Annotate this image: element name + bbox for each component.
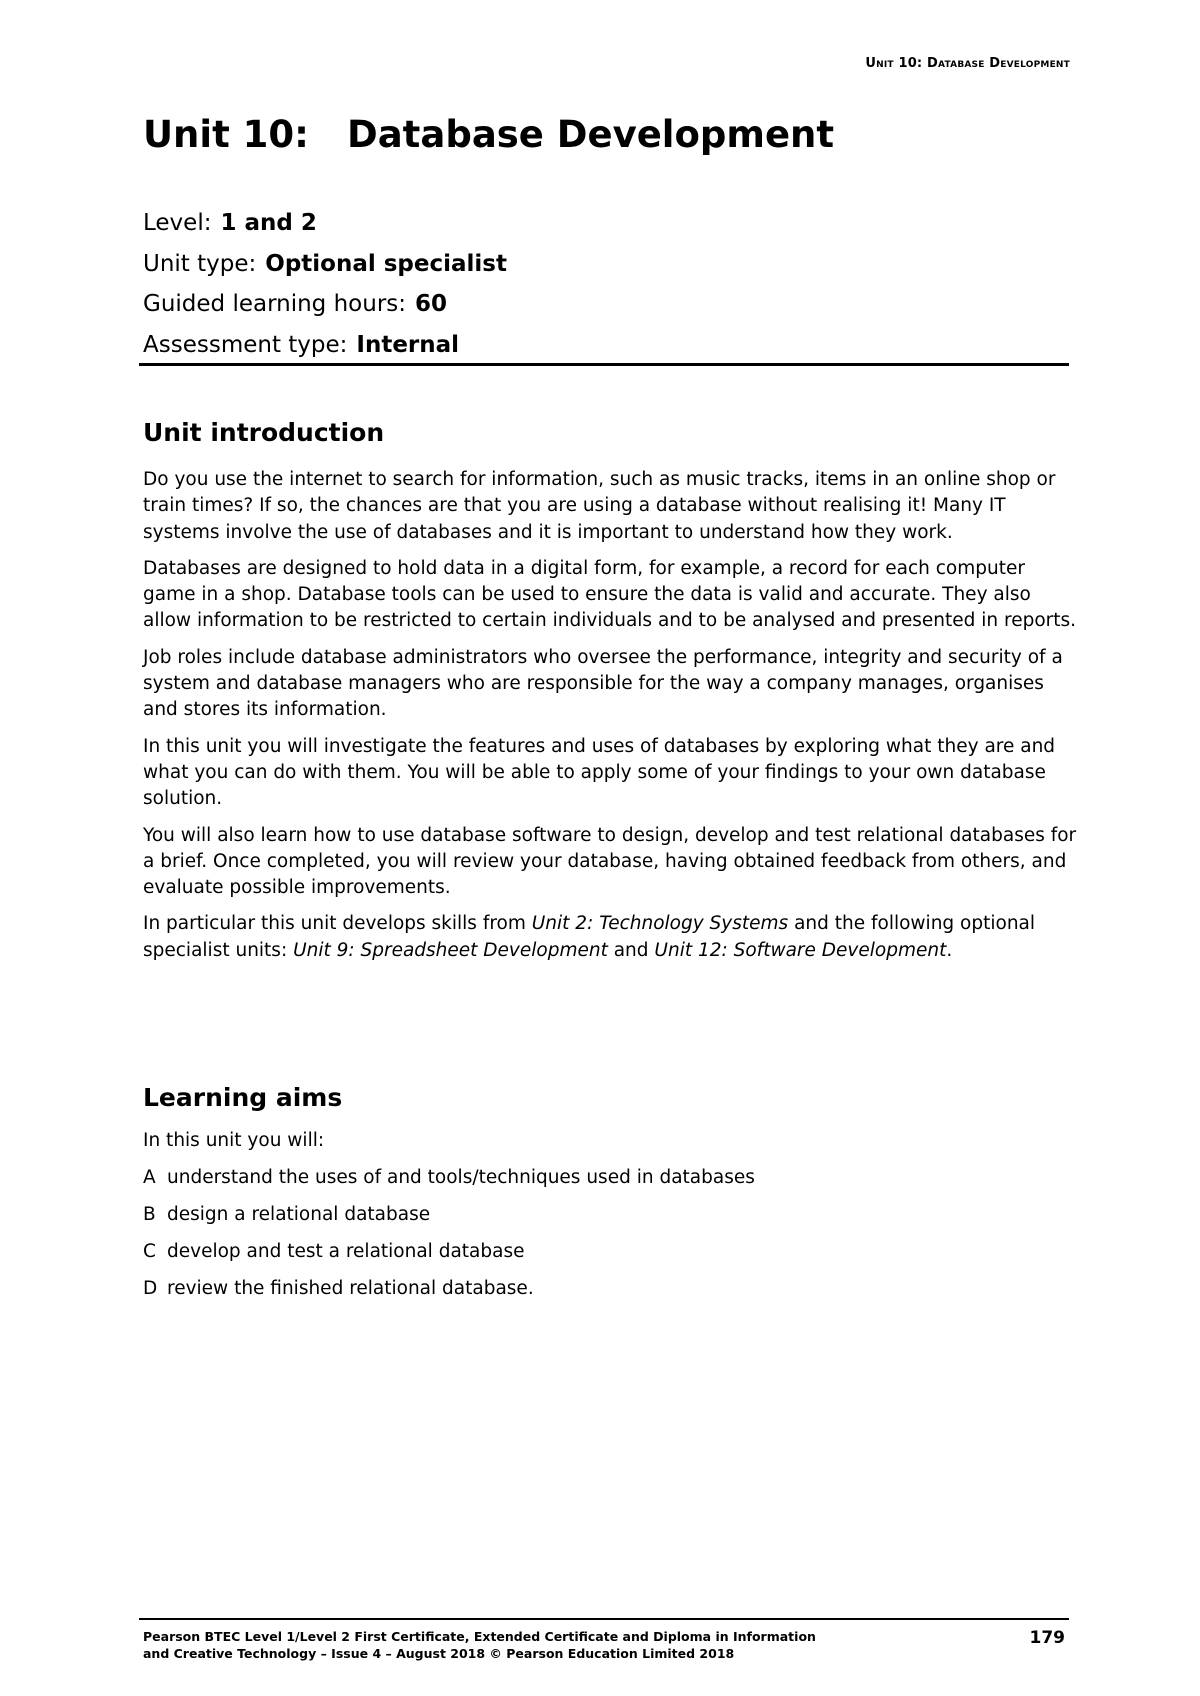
p6-text-c: and xyxy=(607,939,655,961)
aim-text: develop and test a relational database xyxy=(167,1241,525,1262)
p6-text-b: and the following optional specialist units: xyxy=(143,913,1036,961)
publication-line-2: and Creative Technology – Issue 4 – August 2018 © Pearson Education Limited 2018 xyxy=(143,1646,735,1661)
intro-paragraph-4: In this unit you will investigate the features and uses of databases by exploring what they are and what you can do with them. You will be able to apply some of your findings to your own database solution. xyxy=(143,735,1056,810)
unit-meta xyxy=(143,203,507,365)
meta-level xyxy=(143,203,507,244)
aim-letter: A xyxy=(143,1167,156,1188)
aim-item xyxy=(143,1165,1083,1202)
aim-letter: B xyxy=(143,1204,156,1225)
meta-hours-value: 60 xyxy=(415,291,448,317)
aims-section xyxy=(143,1128,1083,1313)
intro-paragraph-6 xyxy=(143,911,1083,964)
running-header: Unit 10: Database Development xyxy=(865,56,1070,71)
publication-line-1: Pearson BTEC Level 1/Level 2 First Certificate, Extended Certificate and Diploma in Information xyxy=(143,1629,816,1644)
intro-section xyxy=(143,467,1083,974)
aim-text: understand the uses of and tools/techniques used in databases xyxy=(167,1167,755,1188)
meta-level-label: Level: xyxy=(143,210,212,236)
aim-letter: D xyxy=(143,1278,158,1299)
publication-info xyxy=(143,1628,863,1662)
unit-9-reference: Unit 9: Spreadsheet Development xyxy=(293,939,608,961)
unit-number: Unit 10: xyxy=(143,113,309,156)
meta-type-label: Unit type: xyxy=(143,250,257,277)
intro-paragraph-5: You will also learn how to use database software to design, develop and test relational databases for a brief. Once completed, you will review your database, having obtained feedback from others, and evaluate possible improvements. xyxy=(143,824,1077,899)
footer-divider xyxy=(139,1618,1069,1620)
unit-2-reference: Unit 2: Technology Systems xyxy=(531,913,789,935)
meta-assessment xyxy=(143,325,507,366)
p6-text-d: . xyxy=(946,939,953,961)
meta-type-value: Optional specialist xyxy=(265,250,507,277)
intro-paragraph-2: Databases are designed to hold data in a digital form, for example, a record for each computer game in a shop. Database tools can be used to ensure the data is valid and accurate. They also allow information to be restricted to certain individuals and to be analysed and presented in reports. xyxy=(143,557,1077,632)
page-footer xyxy=(143,1628,1065,1662)
meta-assessment-value: Internal xyxy=(356,331,460,358)
meta-unit-type xyxy=(143,244,507,285)
aim-letter: C xyxy=(143,1241,156,1262)
aim-item xyxy=(143,1239,1083,1276)
aim-item xyxy=(143,1202,1083,1239)
unit-name: Database Development xyxy=(347,113,835,156)
header-divider xyxy=(139,363,1069,366)
page-number: 179 xyxy=(1029,1628,1065,1648)
aim-text: review the finished relational database. xyxy=(167,1278,534,1299)
aims-heading: Learning aims xyxy=(143,1083,343,1112)
meta-level-value: 1 and 2 xyxy=(220,210,317,236)
aim-text: design a relational database xyxy=(167,1204,431,1225)
meta-hours xyxy=(143,284,507,325)
intro-heading: Unit introduction xyxy=(143,418,385,447)
meta-hours-label: Guided learning hours: xyxy=(143,291,407,317)
intro-paragraph-3: Job roles include database administrators who oversee the performance, integrity and security of a system and database managers who are responsible for the way a company manages, organises and stores its information. xyxy=(143,646,1063,721)
intro-paragraph-1: Do you use the internet to search for information, such as music tracks, items in an online shop or train times? If so, the chances are that you are using a database without realising it! Many IT systems involve the use of databases and it is important to understand how they work. xyxy=(143,469,1056,543)
aim-item xyxy=(143,1276,1083,1313)
p6-text-a: In particular this unit develops skills from xyxy=(143,913,532,935)
page-title xyxy=(143,113,834,156)
unit-12-reference: Unit 12: Software Development xyxy=(654,939,947,961)
meta-assessment-label: Assessment type: xyxy=(143,331,348,358)
aims-intro: In this unit you will: xyxy=(143,1130,325,1151)
